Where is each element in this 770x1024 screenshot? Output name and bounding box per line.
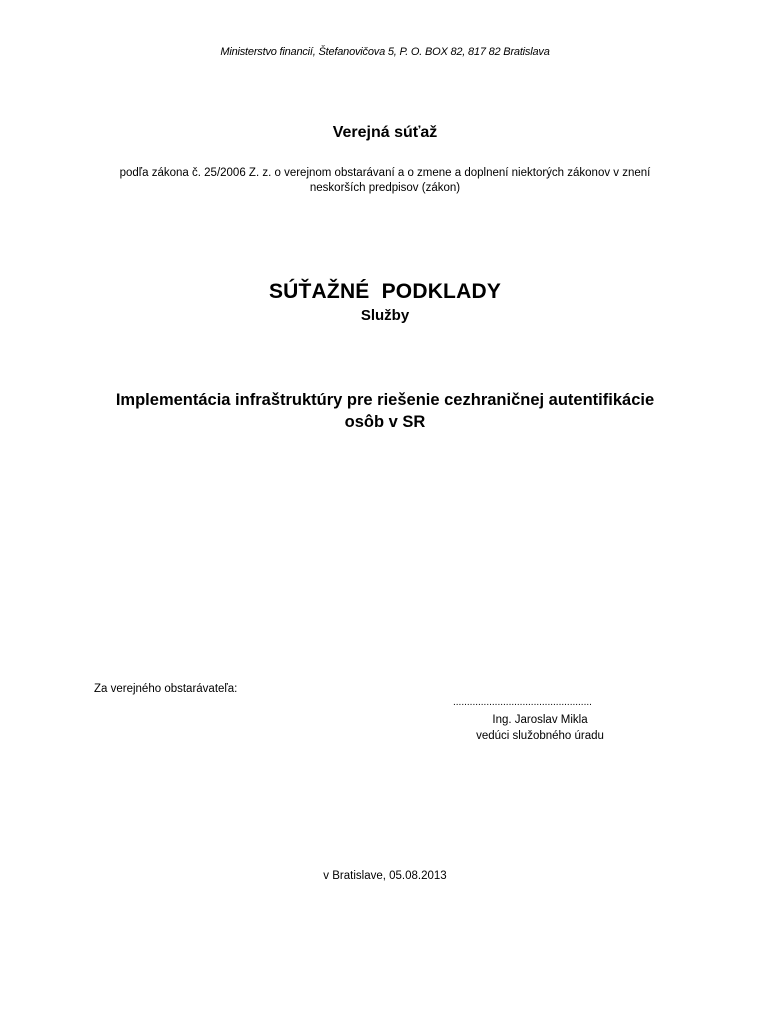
signature-line: .................................................. xyxy=(453,697,592,708)
document-subtitle: Služby xyxy=(360,307,410,324)
project-title-line-2: osôb v SR xyxy=(344,413,426,431)
law-reference-line-2: neskorších predpisov (zákon) xyxy=(309,182,461,194)
signer-name: Ing. Jaroslav Mikla xyxy=(492,714,588,726)
law-reference-line-1: podľa zákona č. 25/2006 Z. z. o verejnom obstarávaní a o zmene a doplnení niektorých zákonov v znení xyxy=(119,167,651,179)
place-date: v Bratislave, 05.08.2013 xyxy=(323,870,447,882)
law-reference xyxy=(100,166,670,196)
project-title-line-1: Implementácia infraštruktúry pre riešenie cezhraničnej autentifikácie xyxy=(115,391,655,409)
signer-role: vedúci služobného úradu xyxy=(476,730,604,742)
header-address: Ministerstvo financií, Štefanovičova 5, P. O. BOX 82, 817 82 Bratislava xyxy=(220,46,550,58)
client-label: Za verejného obstarávateľa: xyxy=(94,683,238,695)
project-title xyxy=(90,389,680,433)
document-title: SÚŤAŽNÉ PODKLADY xyxy=(268,280,502,303)
contest-title: Verejná súťaž xyxy=(332,124,438,141)
